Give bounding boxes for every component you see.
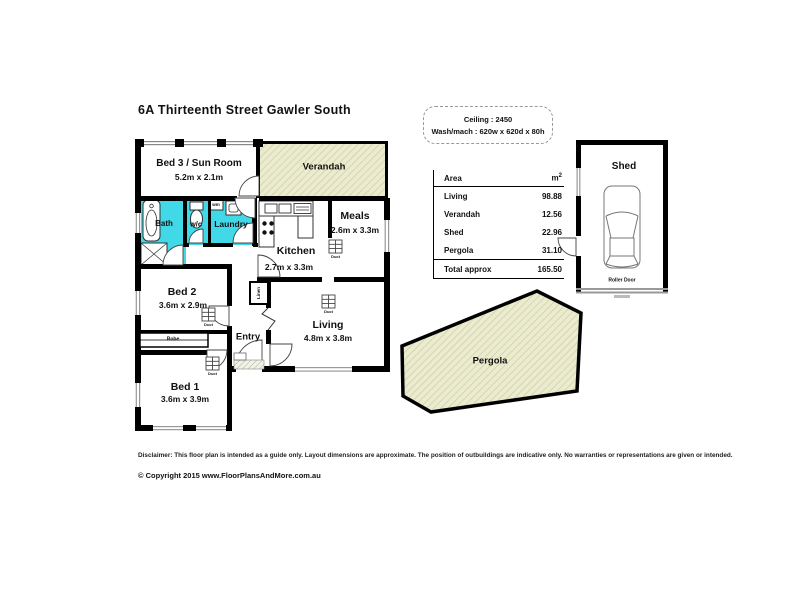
page-title: 6A Thirteenth Street Gawler South (138, 103, 351, 117)
area-table-header (434, 170, 564, 187)
table-total-row (434, 259, 564, 279)
row-value: 22.96 (541, 227, 562, 237)
linen-label: Linen (255, 287, 261, 299)
area-header-unit: $m^2$ (551, 173, 562, 183)
room-label-bed3: Bed 3 / Sun Room (156, 158, 242, 169)
robe-label: Robe (166, 336, 180, 343)
row-label: Shed (444, 227, 464, 237)
room-dims-bed3: 5.2m x 2.1m (174, 171, 224, 182)
washing-machine-label: wm (212, 201, 220, 207)
info-box (423, 106, 553, 144)
room-label-bed2: Bed 2 (167, 285, 197, 298)
table-row (434, 187, 564, 205)
room-label-bed1: Bed 1 (170, 380, 200, 393)
row-value: 31.10 (541, 245, 562, 255)
room-dims-bed2: 3.6m x 2.9m (158, 299, 208, 310)
table-row (434, 205, 564, 223)
duct-label: Duct (208, 371, 217, 376)
row-value: 98.88 (541, 191, 562, 201)
room-label-laundry: Laundry (214, 218, 248, 229)
duct-vent-icon (202, 308, 215, 321)
car-icon (604, 186, 640, 268)
duct-label: Duct (324, 309, 333, 314)
living-door-icon (270, 344, 292, 366)
room-label-entry: Entry (235, 331, 261, 343)
table-row (434, 223, 564, 241)
room-label-verandah: Verandah (302, 161, 346, 173)
total-label: Total approx (444, 264, 492, 274)
room-label-bath: Bath (155, 219, 173, 228)
room-dims-living: 4.8m x 3.8m (303, 332, 353, 343)
row-label: Living (444, 191, 468, 201)
room-label-living: Living (312, 318, 344, 331)
duct-vent-icon (329, 240, 342, 253)
pergola-area (402, 291, 581, 412)
row-label: Pergola (444, 245, 474, 255)
room-dims-kitchen: 2.7m x 3.3m (264, 261, 314, 272)
room-dims-meals: 2.6m x 3.3m (330, 224, 380, 235)
room-label-kitchen: Kitchen (276, 244, 316, 257)
duct-vent-icon (322, 295, 335, 308)
ceiling-height-note: Ceiling : 2450 (463, 114, 513, 124)
room-label-shed: Shed (611, 161, 637, 172)
room-label-wc: w/c (189, 219, 203, 229)
room-label-meals: Meals (340, 209, 370, 222)
area-header-label: Area (444, 173, 462, 183)
dish-drainer-icon (294, 204, 311, 214)
disclaimer-text: Disclaimer: This floor plan is intended as a guide only. Layout dimensions are approximate. The position of outbuildings are indicative only. No warranties or representations are given or intended. (138, 452, 733, 459)
entry-step (234, 353, 246, 360)
room-label-pergola: Pergola (472, 355, 508, 367)
duct-vent-icon (206, 357, 219, 370)
area-table (433, 170, 564, 279)
roller-door-label: Roller Door (608, 277, 636, 284)
entry-mat (234, 360, 264, 369)
roller-door-line (576, 288, 668, 290)
washing-machine-note: Wash/mach : 620w x 620d x 80h (431, 126, 545, 136)
copyright-text: © Copyright 2015 www.FloorPlansAndMore.com.au (138, 471, 321, 480)
room-dims-bed1: 3.6m x 3.9m (160, 393, 210, 404)
row-label: Verandah (444, 209, 481, 219)
wall-opening-symbol (262, 308, 275, 330)
bed3-door-icon (239, 176, 259, 196)
duct-label: Duct (331, 254, 340, 259)
duct-label: Duct (204, 322, 213, 327)
total-value: 165.50 (537, 264, 562, 274)
table-row (434, 241, 564, 259)
row-value: 12.56 (541, 209, 562, 219)
